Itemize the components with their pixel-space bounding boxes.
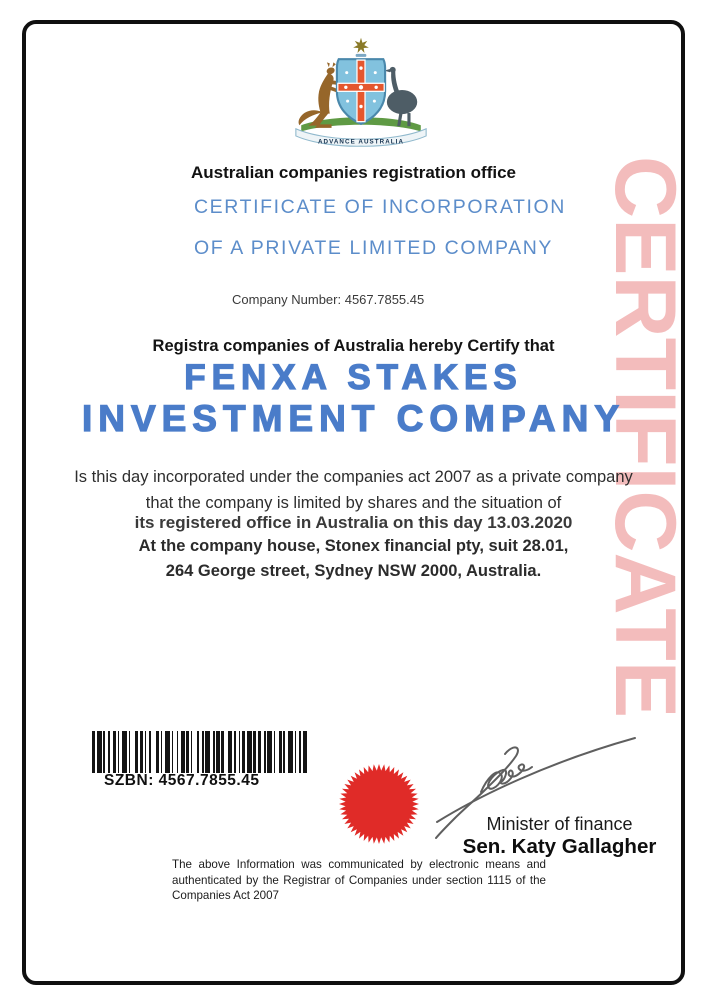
certificate-title-line1: CERTIFICATE OF INCORPORATION bbox=[194, 196, 566, 218]
australian-coat-of-arms-icon bbox=[285, 36, 437, 152]
address-line2: 264 George street, Sydney NSW 2000, Australia. bbox=[165, 562, 542, 580]
red-seal-icon bbox=[337, 762, 421, 846]
company-number: Company Number: 4567.7855.45 bbox=[232, 292, 425, 307]
barcode-bars bbox=[92, 731, 314, 773]
certificate-watermark: CERTIFICATE bbox=[597, 156, 693, 719]
certificate-page bbox=[22, 20, 693, 985]
certificate-title-line2: OF A PRIVATE LIMITED COMPANY bbox=[194, 237, 554, 259]
ribbon-text: ADVANCE AUSTRALIA bbox=[317, 138, 405, 146]
office-name: Australian companies registration office bbox=[191, 163, 516, 182]
advance-australia-ribbon bbox=[296, 129, 426, 146]
registered-office-line: its registered office in Australia on this day 13.03.2020 bbox=[134, 513, 573, 532]
signatory-block bbox=[447, 814, 672, 859]
kangaroo-icon bbox=[299, 62, 340, 128]
star-icon bbox=[353, 38, 369, 53]
footer-disclaimer: The above Information was communicated by electronic means and authenticated by the Registrar of Companies under section 1115 of the Companies Act 2007 bbox=[172, 858, 546, 903]
incorporation-paragraph: Is this day incorporated under the companies act 2007 as a private company that the company is limited by shares and the situation of bbox=[74, 468, 633, 512]
emu-icon bbox=[384, 67, 417, 126]
seal-polygon bbox=[339, 764, 419, 844]
company-name-line2: INVESTMENT COMPANY bbox=[81, 398, 626, 439]
certificate-content bbox=[26, 24, 681, 981]
shield-icon bbox=[337, 59, 385, 124]
certify-statement: Registra companies of Australia hereby Certify that bbox=[152, 337, 555, 355]
barcode bbox=[92, 731, 314, 773]
signatory-name: Sen. Katy Gallagher bbox=[462, 835, 657, 858]
address-line1: At the company house, Stonex financial pty, suit 28.01, bbox=[138, 537, 569, 555]
barcode-label: SZBN: 4567.7855.45 bbox=[104, 772, 260, 789]
company-name-line1: FENXA STAKES bbox=[184, 358, 523, 397]
signatory-title: Minister of finance bbox=[486, 814, 633, 834]
star-wreath bbox=[356, 54, 367, 57]
